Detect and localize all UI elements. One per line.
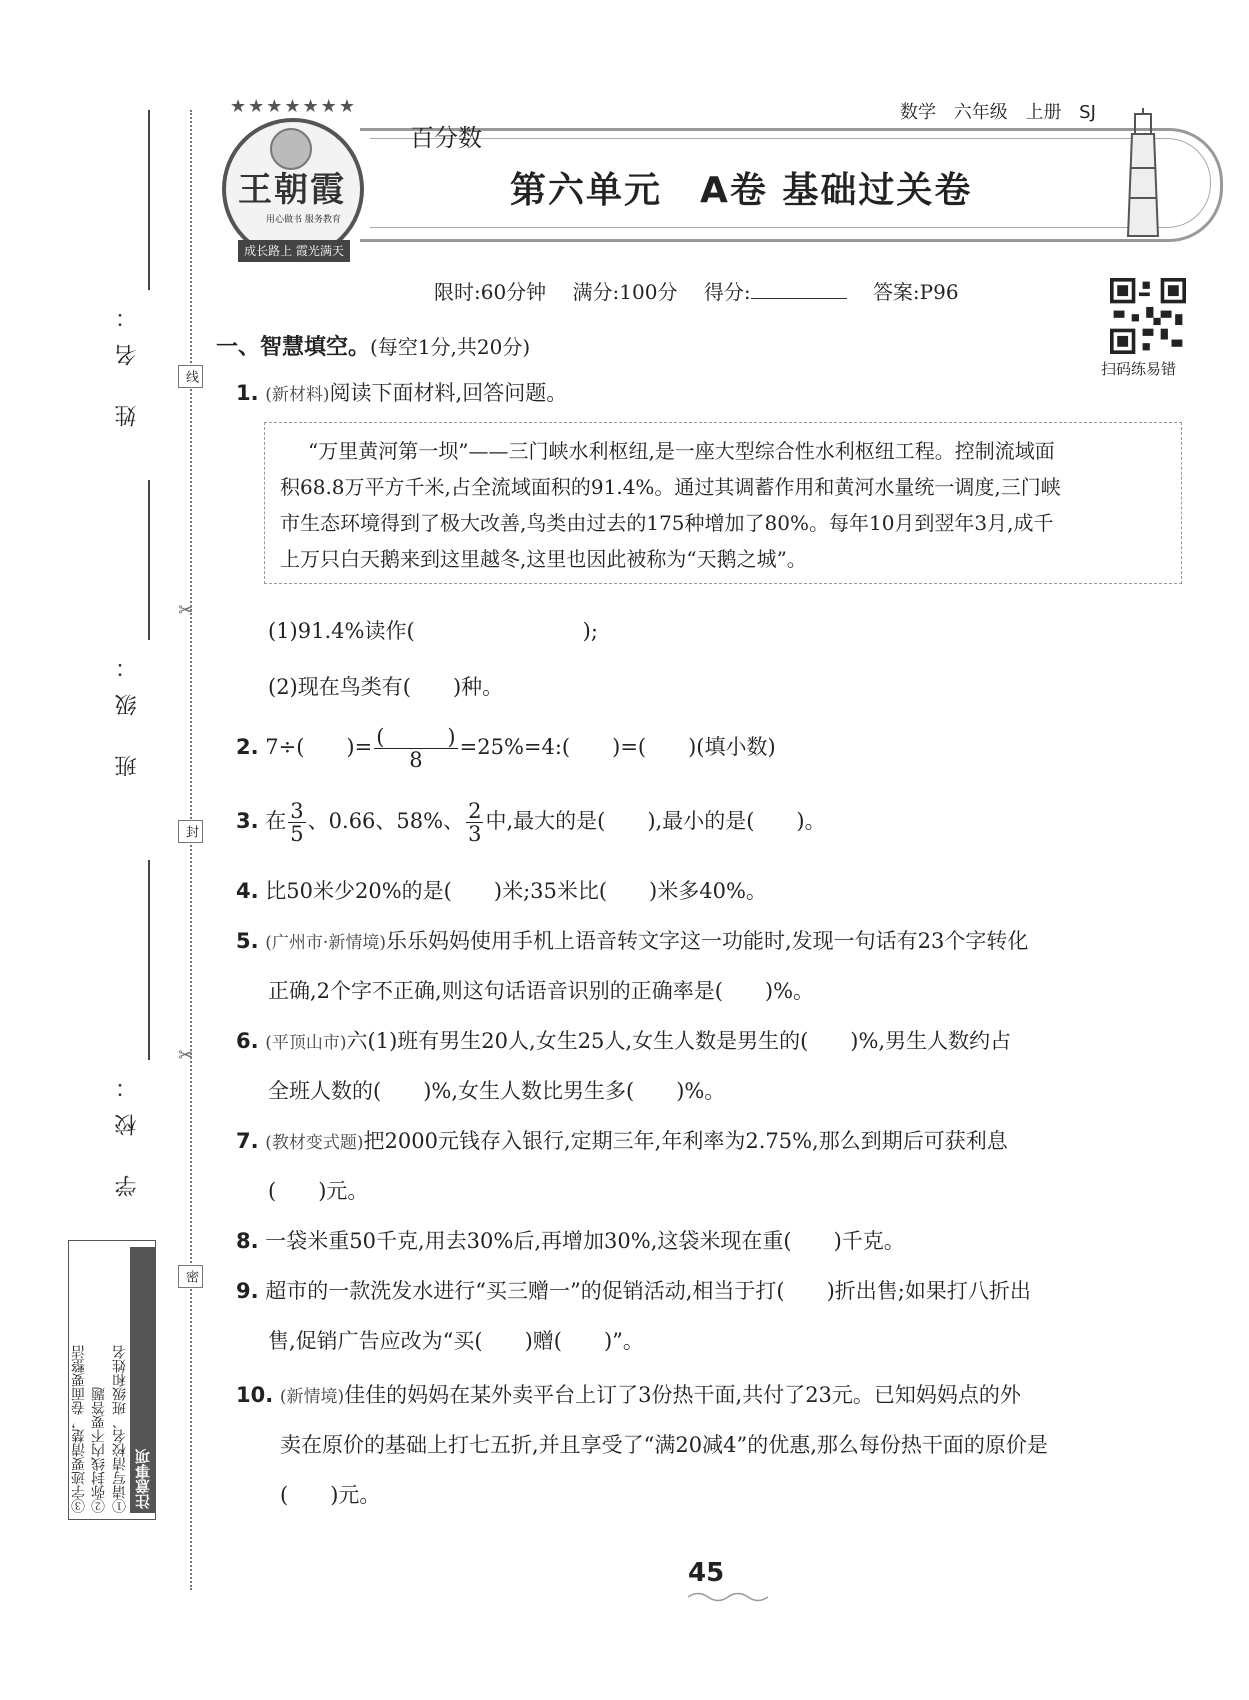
section-heading	[216, 330, 530, 361]
class-label: 班 级：	[115, 640, 140, 777]
scissors-icon: ✂	[178, 1045, 194, 1066]
notes-box	[68, 1240, 156, 1520]
question-text: 卖在原价的基础上打七五折,并且享受了“满20减4”的优惠,那么每份热干面的原价是	[280, 1433, 1048, 1457]
question-text: 比50米少20%的是( )米;35米比( )米多40%。	[265, 879, 767, 903]
question-number: 6.	[236, 1029, 259, 1053]
question-number: 1.	[236, 381, 259, 405]
question-2	[236, 726, 776, 771]
time-limit: 限时:60分钟	[434, 280, 547, 304]
sub-question: (1)91.4%读作( );	[268, 619, 598, 643]
question-number: 10.	[236, 1383, 274, 1407]
question-text: ( )元。	[280, 1483, 381, 1507]
page-number: 45	[688, 1558, 725, 1588]
binding-dotted-line	[190, 110, 192, 1590]
question-tag: (新情境)	[279, 1387, 345, 1407]
page-title: 第六单元 A卷 基础过关卷	[510, 170, 973, 211]
question-text: =25%=4:( )=( )(填小数)	[459, 735, 776, 760]
unit-topic: 百分数	[410, 124, 482, 152]
name-label: 姓 名：	[115, 290, 140, 427]
exam-info	[434, 276, 959, 305]
brand-slogan-small: 用心做书 服务教育	[266, 215, 341, 225]
qr-label: 扫码练易错	[1101, 360, 1177, 378]
wave-decoration	[688, 1590, 768, 1604]
answer-page: 答案:P96	[872, 280, 959, 304]
question-number: 2.	[236, 735, 259, 760]
fraction-denominator: 3	[468, 822, 482, 847]
question-number: 9.	[236, 1279, 259, 1303]
question-text: 超市的一款洗发水进行“买三赠一”的促销活动,相当于打( )折出售;如果打八折出	[265, 1279, 1031, 1303]
question-number: 8.	[236, 1229, 259, 1253]
fraction-numerator: 3	[290, 799, 304, 823]
question-4	[236, 876, 767, 906]
fraction	[374, 726, 457, 771]
question-text: 全班人数的( )%,女生人数比男生多( )%。	[268, 1079, 726, 1103]
question-tag: (教材变式题)	[265, 1133, 364, 1153]
question-text: 六(1)班有男生20人,女生25人,女生人数是男生的( )%,男生人数约占	[346, 1029, 1012, 1053]
question-text: 中,最大的是( ),最小的是( )。	[485, 809, 826, 834]
note-item: ②弥封线内不要答题	[91, 1387, 108, 1513]
lighthouse-icon	[1118, 108, 1168, 238]
qr-code-icon[interactable]	[1110, 278, 1186, 354]
section-title: 一、智慧填空。	[216, 335, 371, 360]
question-text: 阅读下面材料,回答问题。	[329, 381, 568, 405]
question-9	[236, 1276, 1031, 1306]
note-item: ③字迹要清楚，卷面要整洁	[71, 1345, 88, 1513]
material-line: 市生态环境得到了极大改善,鸟类由过去的175种增加了80%。每年10月到翌年3月,成千	[280, 511, 1054, 535]
notes-title: 注意事项	[130, 1247, 155, 1513]
question-text: 、0.66、58%、	[307, 809, 465, 834]
brand-name: 王朝霞	[238, 170, 346, 210]
cut-mark-secret: 密	[178, 1265, 203, 1288]
question-text: 在	[265, 809, 287, 834]
question-tag: (新材料)	[265, 385, 330, 405]
fraction-numerator: ( )	[376, 725, 456, 749]
material-line: “万里黄河第一坝”——三门峡水利枢纽,是一座大型综合性水利枢纽工程。控制流域面	[308, 439, 1055, 463]
question-text: 一袋米重50千克,用去30%后,再增加30%,这袋米现在重( )千克。	[265, 1229, 905, 1253]
class-blank	[148, 480, 150, 640]
material-line: 积68.8万平方千米,占全流域面积的91.4%。通过其调蓄作用和黄河水量统一调度,三门峡	[280, 475, 1061, 499]
question-5	[236, 926, 1028, 958]
question-text: 7÷( )=	[265, 735, 373, 760]
cut-mark-seal: 封	[178, 820, 203, 843]
question-10	[236, 1380, 1021, 1412]
section-note: (每空1分,共20分)	[370, 335, 531, 359]
cut-mark-line: 线	[178, 365, 203, 388]
score-label: 得分:	[703, 280, 751, 304]
question-number: 3.	[236, 809, 259, 834]
question-number: 4.	[236, 879, 259, 903]
question-text: 乐乐妈妈使用手机上语音转文字这一功能时,发现一句话有23个字转化	[385, 929, 1029, 953]
question-7	[236, 1126, 1008, 1158]
fraction-numerator: 2	[468, 799, 482, 823]
score-blank[interactable]	[751, 280, 847, 299]
subject-info: 数学 六年级 上册 SJ	[900, 102, 1096, 123]
question-1	[236, 378, 567, 410]
sub-question: (2)现在鸟类有( )种。	[268, 675, 504, 699]
scissors-icon: ✂	[178, 600, 194, 621]
question-text: 把2000元钱存入银行,定期三年,年利率为2.75%,那么到期后可获利息	[363, 1129, 1008, 1153]
brand-ribbon: 成长路上 霞光满天	[238, 240, 350, 262]
question-text: 售,促销广告应改为“买( )赠( )”。	[268, 1329, 644, 1353]
school-blank	[148, 860, 150, 1060]
question-6	[236, 1026, 1011, 1058]
note-item: ①请写清校名、班级和姓名	[111, 1345, 128, 1513]
question-tag: (平顶山市)	[265, 1033, 347, 1053]
fraction-denominator: 5	[290, 822, 304, 847]
fraction-denominator: 8	[409, 748, 423, 773]
material-line: 上万只白天鹅来到这里越冬,这里也因此被称为“天鹅之城”。	[280, 547, 807, 571]
question-text: ( )元。	[268, 1179, 369, 1203]
school-label: 学 校：	[115, 1060, 140, 1197]
question-3	[236, 800, 826, 845]
fraction	[288, 800, 305, 845]
question-tag: (广州市·新情境)	[265, 933, 386, 953]
question-number: 5.	[236, 929, 259, 953]
name-blank	[148, 110, 150, 290]
stars-decoration: ★★★★★★★	[230, 96, 357, 117]
question-number: 7.	[236, 1129, 259, 1153]
question-text: 正确,2个字不正确,则这句话语音识别的正确率是( )%。	[268, 979, 815, 1003]
question-8	[236, 1226, 905, 1256]
full-score: 满分:100分	[572, 280, 678, 304]
fraction	[466, 800, 483, 845]
question-text: 佳佳的妈妈在某外卖平台上订了3份热干面,共付了23元。已知妈妈点的外	[344, 1383, 1021, 1407]
